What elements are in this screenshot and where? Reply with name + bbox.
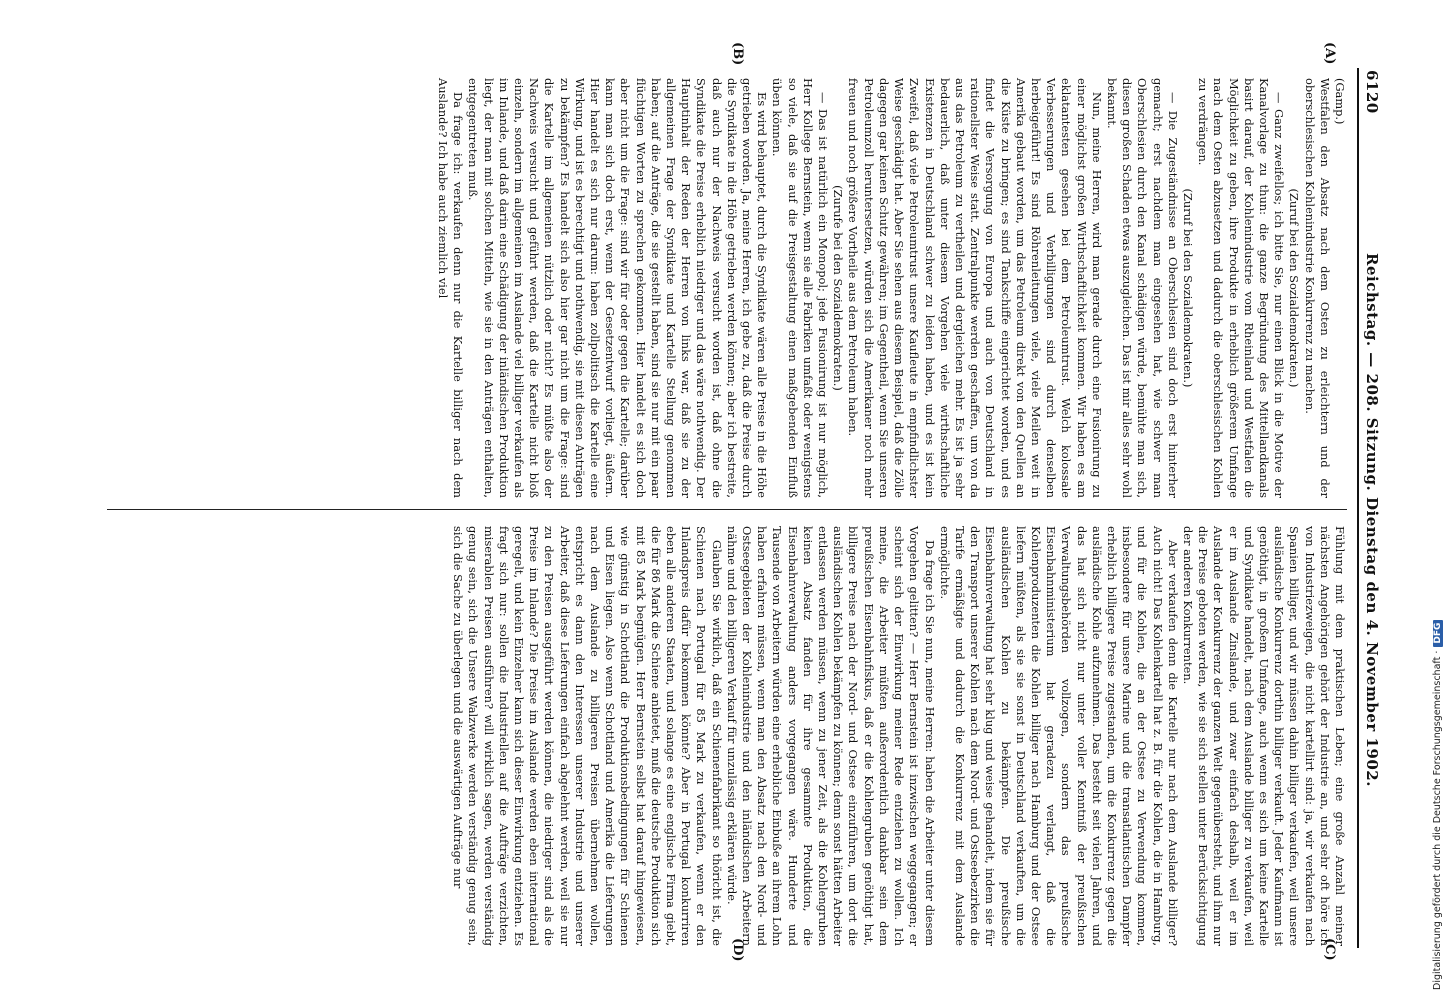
paragraph: — Ganz zweifellos; ich bitte Sie, nur einen Blick in die Motive der Kanalvorlage zu thun: die ganze Begründung des Mittellandkanals basirt darauf, der Kohlenindustrie vom Rheinland und Westfalen die Möglichkeit zu geben, ihre Produkte in erheblich größerem Umfange nach dem Osten abzusetzen und dadurch die oberschlesischen Kohlen zu verdrängen. [1196,78,1287,498]
credit-text: Digitalisierung gefördert durch die Deutsche Forschungsgemeinschaft · [1432,650,1443,990]
paragraph: Westfalen den Absatz nach dem Osten zu erleichtern und der oberschlesischen Kohlenindustrie Konkurrenz zu machen. [1302,78,1332,498]
interjection: (Zuruf bei den Sozialdemokraten.) [1180,188,1195,388]
margin-mark-c: (C) [1322,938,1337,961]
page-number: 6120 [1363,70,1381,114]
digitization-credit [1412,0,1443,1000]
running-title: Reichstag. — 208. Sitzung. Dienstag den 4. November 1902. [1363,253,1381,787]
margin-mark-a: (A) [1322,42,1337,65]
paragraph: Da frage ich Sie nun, meine Herren: haben die Arbeiter unter diesem Vorgehen gelitten? — Herr Bernstein ist inzwischen weggegangen; er scheint sich der Einwirkung meiner Rede entziehen zu wollen. Ich meine, die Arbeiter müßten außerordentlich dankbar sein dem preußischen Eisenbahnfiskus, daß er die Kohlengruben genöthigt hat, billigere Preise nach der Nord- und Ostsee einzuführen, um dort die ausländischen Kohlen bekämpfen zu können; denn sonst hätten Arbeiter entlassen werden müssen, wenn zu jener Zeit, als die Kohlengruben keinen Absatz fanden für ihre gesammte Produktion, die Eisenbahnverwaltung anders vorgegangen wäre. Hunderte und Tausende von Arbeitern würden eine erhebliche Einbuße an ihrem Lohn haben erfahren müssen, wenn man den Absatz nach den Nord- und Ostseegebieten der Kohlenindustrie und den inländischen Arbeitern nähme und den billigeren Verkauf für unzulässig erklären würde. [724,526,937,946]
left-column [97,78,1347,498]
paragraph: — Die Zugeständnisse an Oberschlesien sind doch erst hinterher gemacht; erst nachdem man eingesehen hat, wie schwer man Oberschlesien durch den Kanal schädigen würde, bemühte man sich, diesen großen Schaden etwas auszugleichen. Das ist mir alles sehr wohl bekannt. [1104,78,1180,498]
interjection: (Zurufe bei den Sozialdemokraten.) [831,185,846,391]
paragraph: — Das ist natürlich ein Monopol; jede Fusionirung ist nur möglich, Herr Kollege Bernstein, wenn sie alle Fabriken umfaßt oder wenigstens so viele, daß sie auf die Preisgestaltung einen maßgebenden Einfluß üben können. [770,78,831,498]
speaker-tag: (Gamp.) [1333,78,1347,125]
paragraph: Fühlung mit dem praktischen Leben; eine große Anzahl meiner nächsten Angehörigen gehört der Industrie an, und sehr oft höre ich von Industriezweigen, die nicht kartellirt sind: ja, wir verkaufen nach Spanien billiger, und wir müssen dahin billiger verkaufen, weil unsere ausländische Konkurrenz dorthin billiger verkauft. Jeder Kaufmann ist genöthigt, in großem Umfange, auch wenn es sich um keine Kartelle und Syndikate handelt, nach dem Auslande billiger zu verkaufen, weil er im Auslande Zinslande, und zwar einfach deshalb, weil er im Auslande der Konkurrenz der ganzen Welt gegenübersteht, und ihm nur die Preise geboten werden, wie sie sich stellen unter Berücksichtigung der anderen Konkurrenten. [1180,526,1347,946]
paragraph: Da frage ich: verkaufen denn nur die Kartelle billiger nach dem Auslande? Ich habe auch ziemlich viel [436,78,466,498]
rotated-newspaper-page [65,40,1395,960]
paragraph: Es wird behauptet, durch die Syndikate wären alle Preise in die Höhe getrieben worden. Ja, meine Herren, ich gebe zu, daß die Preise durch die Syndikate in die Höhe getrieben werden können; aber ich bestreite, daß auch nur der Nachweis versucht worden ist, daß ohne die Syndikate die Preise erheblich niedriger und das wäre nothwendig. Der Hauptinhalt der Reden der Herren von links war, daß sie zu der allgemeinen Frage der Syndikate und Kartelle Stellung genommen haben; auf die Anträge, die sie gestellt haben, sind sie nur mit ein paar flüchtigen Worten zu sprechen gekommen. Hier handelt es sich doch aber nicht um die Frage: sind wir für oder gegen die Kartelle; darüber kann man sich doch erst, wenn der Gesetzentwurf vorliegt, äußern. Hier handelt es sich nur darum: haben zollpolitisch die Kartelle eine Wirkung, und ist es berechtigt und nothwendig, sie mit diesen Anträgen zu bekämpfen? Es handelt sich also hier gar nicht um die Frage: sind die Kartelle im allgemeinen nützlich oder nicht? Es müßte also der Nachweis versucht und geführt werden, daß die Kartelle nicht bloß einzeln, sondern im allgemeinen im Auslande viel billiger verkaufen als im Inlande, und daß darin eine Schädigung der inländischen Produktion liegt, der man mit solchen Mitteln, wie sie in den Anträgen enthalten, entgegentreten muß. [466,78,770,498]
header-rule [1357,68,1359,948]
paragraph: Nun, meine Herren, wird man gerade durch eine Fusionirung zu einer möglichst großen Wirthschaftlichkeit kommen. Wir haben es am eklatantesten gesehen bei dem Petroleumtrust. Welch kolossale Verbesserungen und Verbilligungen sind durch denselben herbeigeführt! Es sind Röhrenleitungen viele, viele Meilen weit in Amerika gebaut worden, um das Petroleum direkt von den Quellen an die Küste zu bringen; es sind Tankschiffe eingerichtet worden, und es findet die Versorgung von Europa und auch von Deutschland in rationellster Weise statt. Zentralpunkte werden geschaffen, um von da aus das Petroleum zu vertheilen und dergleichen mehr. Es ist ja sehr bedauerlich, daß unter diesem Vorgehen viele wirthschaftliche Existenzen in Deutschland schwer zu leiden haben, und es ist kein Zweifel, daß viele Petroleumtrust unsere Kaufleute in empfindlichster Weise geschädigt hat. Aber Sie sehen aus diesem Beispiel, daß die Zölle dagegen gar keinen Schutz gewähren; im Gegentheil, wenn Sie unseren Petroleumzoll heruntersetzen, würden sich die Amerikaner noch mehr freuen und noch größere Vortheile aus dem Petroleum haben. [846,78,1104,498]
credit-line [1432,10,1443,990]
column-divider [107,509,1347,510]
interjection: (Zuruf bei den Sozialdemokraten.) [1287,188,1302,388]
paragraph: Aber verkaufen denn die Kartelle nur nach dem Auslande billiger? Auch nicht! Das Kohlenkartell hat z. B. für die Kohlen, die in Hamburg, und für die Kohlen, die an der Ostsee zu Verwendung kommen, insbesondere für unsere Marine und die transatlantischen Dampfer erheblich billigere Preise zugestanden, um die Konkurrenz gegen die ausländische Kohle aufzunehmen. Das besteht seit vielen Jahren, und das hat sich nicht nur unter voller Kenntniß der preußischen Verwaltungsbehörden vollzogen, sondern das preußische Eisenbahnministerium hat geradezu verlangt, daß die Kohlenproduzenten die Kohlen billiger nach Hamburg und der Ostsee liefern müßten, als sie sie sonst in Deutschland verkauften, um die ausländischen Kohlen zu bekämpfen. Die preußische Eisenbahnverwaltung hat sehr klug und weise gehandelt, indem sie für den Transport unserer Kohlen nach dem Nord- und Ostseebezirken die Tarife ermäßigte und dadurch die Konkurrenz mit dem Auslande ermöglichte. [937,526,1180,946]
margin-mark-d: (D) [730,938,745,962]
paragraph: Glauben Sie wirklich, daß ein Schienenfabrikant so thöricht ist, die Schienen nach Portugal für 85 Mark zu verkaufen, wenn er den Inlandspreis dafür bekommen könnte? Aber in Portugal konkurriren eben alle anderen Staaten, und solange es eine englische Firma giebt, die für 86 Mark die Schiene anbietet, muß die deutsche Produktion sich mit 85 Mark begnügen. Herr Bernstein selbst hat darauf hingewiesen, wie günstig in Schottland die Produktionsbedingungen für Schienen und Eisen liegen. Also wenn Schottland und Amerika die Lieferungen nach dem Auslande zu billigeren Preisen übernehmen wollen, entspricht es dann den Interessen unserer Industrie und unserer Arbeiter, daß diese Lieferungen einfach abgelehnt werden, weil sie nur zu den Preisen ausgeführt werden können, die niedriger sind als die Preise im Inlande? Die Preise im Auslande werden eben international geregelt, und kein Einzelner kann sich dieser Einwirkung entziehen. Es fragt sich nur: sollen die Industriellen auf die Aufträge verzichten, miserablen Preisen ausführen? will wirklich sagen, werden verständig genug sein, sich die Unsere Walzwerke werden verständig genug sein, sich die Sache zu überlegen und die auswärtigen Aufträge nur [451,526,724,946]
dfg-logo: DFG [1433,620,1443,647]
right-column [97,526,1347,946]
margin-mark-b: (B) [730,42,745,66]
